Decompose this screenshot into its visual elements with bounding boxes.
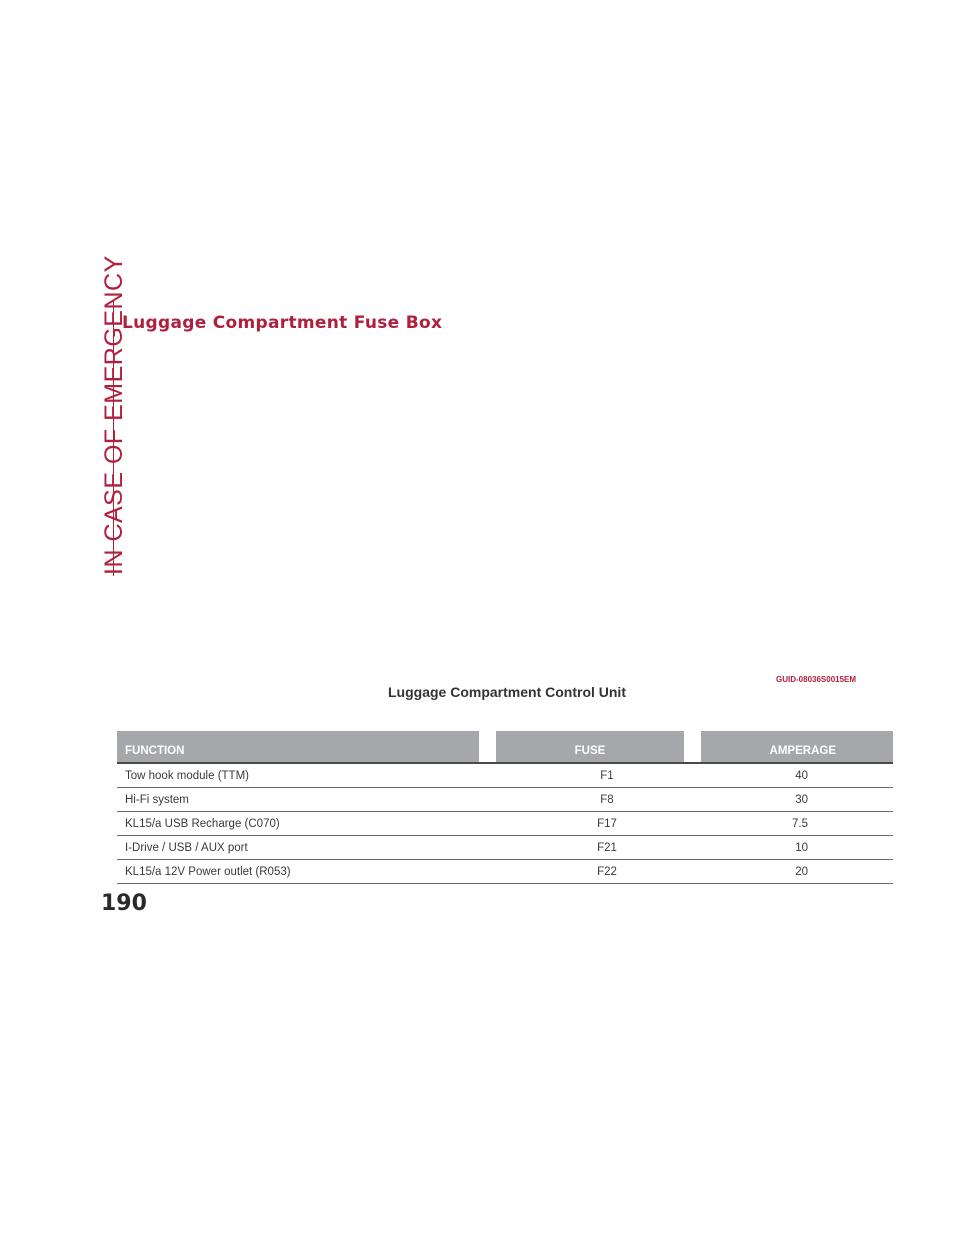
header-function: FUNCTION <box>117 731 479 762</box>
cell-amperage: 20 <box>795 865 808 878</box>
cell-fuse: F1 <box>600 769 614 782</box>
section-title: Luggage Compartment Fuse Box <box>122 313 443 333</box>
cell-function: I-Drive / USB / AUX port <box>125 841 248 854</box>
cell-function: KL15/a 12V Power outlet (R053) <box>125 865 291 878</box>
table-header <box>117 731 893 764</box>
chapter-side-tab: IN CASE OF EMERGENCY <box>100 255 128 575</box>
cell-amperage: 30 <box>795 793 808 806</box>
cell-fuse: F8 <box>600 793 614 806</box>
cell-fuse: F17 <box>597 817 617 830</box>
header-gap <box>684 731 701 762</box>
table-row <box>117 836 893 860</box>
cell-fuse: F22 <box>597 865 617 878</box>
page-number: 190 <box>101 891 147 916</box>
table-row <box>117 860 893 884</box>
table-row <box>117 812 893 836</box>
cell-amperage: 40 <box>795 769 808 782</box>
header-fuse: FUSE <box>496 731 684 762</box>
figure-guid: GUID-08036S0015EM <box>776 675 857 684</box>
table-row <box>117 788 893 812</box>
cell-fuse: F21 <box>597 841 617 854</box>
cell-function: KL15/a USB Recharge (C070) <box>125 817 280 830</box>
cell-amperage: 7.5 <box>792 817 808 830</box>
figure-caption: Luggage Compartment Control Unit <box>388 684 626 700</box>
header-amperage: AMPERAGE <box>701 731 893 762</box>
cell-function: Tow hook module (TTM) <box>125 769 249 782</box>
table-row <box>117 764 893 788</box>
cell-function: Hi-Fi system <box>125 793 189 806</box>
cell-amperage: 10 <box>795 841 808 854</box>
header-gap <box>479 731 496 762</box>
fuse-table <box>117 731 893 884</box>
